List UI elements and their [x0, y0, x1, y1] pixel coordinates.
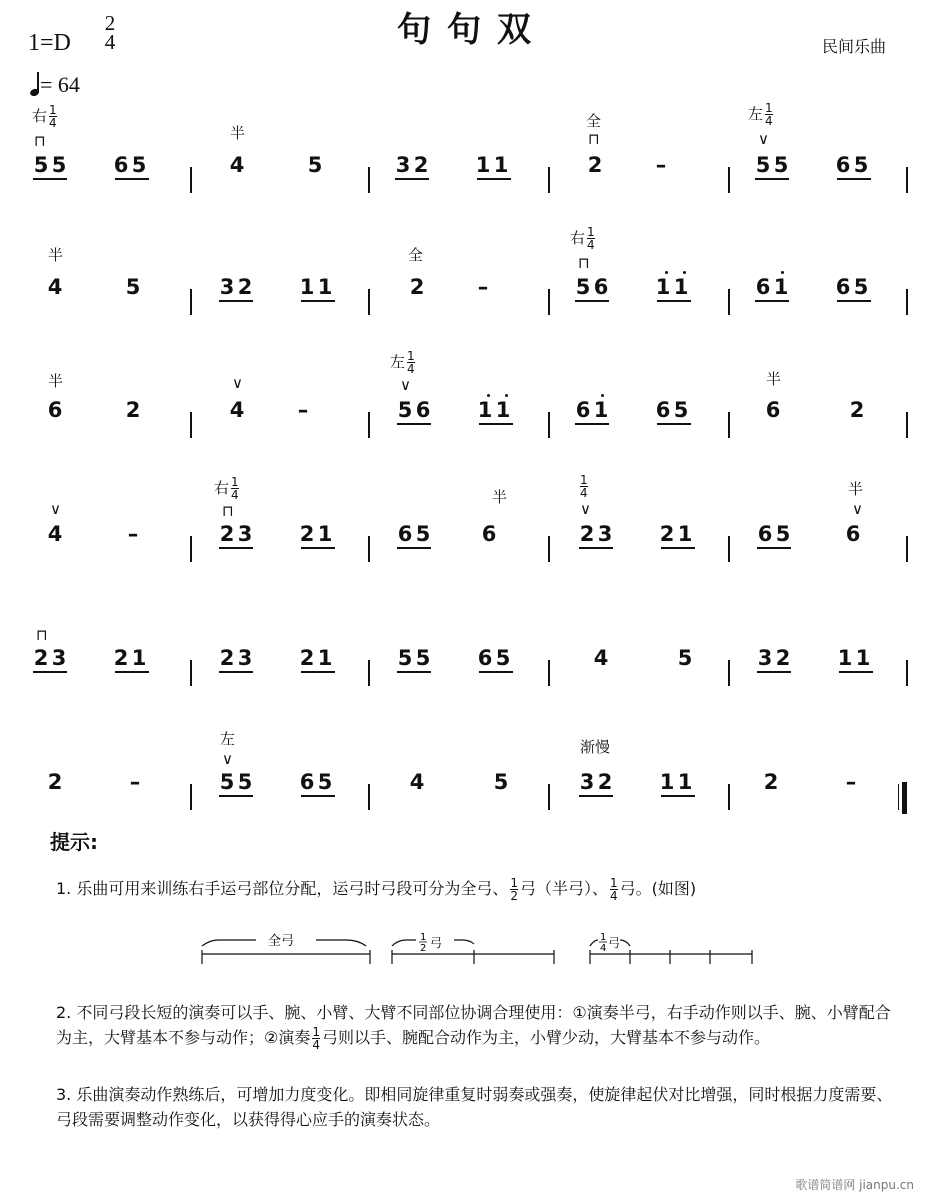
- barline: [368, 536, 370, 562]
- barline: [368, 660, 370, 686]
- note-group: 3 2 1 1: [579, 770, 693, 794]
- barline: [190, 167, 192, 193]
- bow-mark-right-quarter: [32, 104, 59, 129]
- half-bow-numerator: 1: [420, 932, 427, 943]
- up-bow-icon: ∨: [400, 376, 411, 394]
- measure: [212, 102, 372, 232]
- up-bow-icon: ∨: [852, 500, 863, 518]
- barline: [728, 660, 730, 686]
- half-bow-denominator: 2: [420, 943, 427, 954]
- high-octave-dot: [781, 271, 784, 274]
- full-bow-mark: 全: [586, 112, 602, 130]
- barline: [548, 167, 550, 193]
- underline: [755, 178, 789, 180]
- underline: [219, 795, 253, 797]
- fraction-numerator: 1: [610, 876, 618, 890]
- underline: [115, 178, 149, 180]
- fraction-denominator: 4: [49, 116, 57, 130]
- note-group: 2 3 2 1: [219, 646, 333, 670]
- quarter-bow-label: 弓: [608, 936, 621, 950]
- underline: [837, 178, 871, 180]
- measure: [764, 350, 904, 480]
- bow-mark-quarter: [578, 474, 590, 499]
- barline: [190, 536, 192, 562]
- fraction-denominator: 4: [587, 238, 595, 252]
- measure: [30, 598, 190, 728]
- quarter-fraction: [765, 102, 773, 127]
- hint-text: 1. 乐曲可用来训练右手运弓部位分配，运弓时弓段可分为全弓、: [56, 879, 509, 898]
- watermark: 歌谱简谱网 jianpu.cn: [795, 1178, 914, 1192]
- barline: [548, 660, 550, 686]
- time-signature-top: 2: [104, 11, 116, 35]
- measure: [44, 474, 194, 604]
- down-bow-icon: ⊓: [588, 130, 600, 148]
- hint-text: 2. 不同弓段长短的演奏可以手、腕、小臂、大臂不同部位协调合理使用：①演奏半弓，右手动作则以手、腕、小臂配合为主，大臂基本不参与动作；②演奏: [56, 1003, 891, 1047]
- barline: [548, 536, 550, 562]
- note-group: 3 2 1 1: [395, 153, 509, 177]
- fraction-numerator: 1: [765, 101, 773, 115]
- underline: [395, 178, 429, 180]
- fraction-denominator: 4: [407, 362, 415, 376]
- half-bow-diagram: [392, 940, 554, 964]
- hint-heading: 提示:: [50, 830, 98, 854]
- hint-text: 弓。(如图): [619, 879, 697, 898]
- time-signature-bottom: 4: [104, 30, 116, 54]
- barline: [906, 167, 908, 193]
- measure: [584, 102, 724, 232]
- fraction-numerator: 1: [510, 876, 518, 890]
- score-system-5: [0, 598, 944, 728]
- note-group: 6 5 6: [757, 522, 861, 546]
- high-octave-dot: [683, 271, 686, 274]
- note-group: 5 5 6 5: [219, 770, 333, 794]
- barline: [906, 660, 908, 686]
- measure: [408, 722, 548, 852]
- note-group: 5 6 1 1: [575, 275, 689, 299]
- full-bow-label: 全弓: [268, 934, 295, 949]
- note-group: 2 3 2 1: [33, 646, 147, 670]
- underline: [219, 300, 253, 302]
- page-title: 句句双: [397, 10, 547, 50]
- quarter-note-icon: [30, 72, 40, 96]
- note-group: 3 2 1 1: [757, 646, 871, 670]
- underline: [657, 300, 691, 302]
- underline: [301, 671, 335, 673]
- note-group: 2 3 2 1: [579, 522, 693, 546]
- down-bow-icon: ⊓: [222, 502, 234, 520]
- bow-position-label: 右: [570, 229, 586, 247]
- bow-position-label: 右: [214, 479, 230, 497]
- measure: [394, 474, 554, 604]
- barline: [728, 536, 730, 562]
- high-octave-dot: [665, 271, 668, 274]
- fraction-numerator: 1: [580, 473, 588, 487]
- bow-mark-right-quarter: [570, 226, 597, 251]
- underline: [397, 423, 431, 425]
- up-bow-icon: ∨: [50, 500, 61, 518]
- measure: [30, 350, 190, 480]
- half-bow-mark: 半: [492, 488, 508, 506]
- measure: [216, 226, 376, 356]
- underline: [33, 671, 67, 673]
- bow-position-label: 左: [390, 353, 406, 371]
- underline: [397, 547, 431, 549]
- note-group: 2 –: [409, 275, 489, 299]
- underline: [301, 795, 335, 797]
- note-group: 6 2: [765, 398, 865, 422]
- measure: [216, 722, 376, 852]
- note-group: 2 –: [763, 770, 857, 794]
- high-octave-dot: [487, 394, 490, 397]
- score-system-3: [0, 350, 944, 480]
- half-bow-label: 弓: [430, 936, 443, 950]
- underline: [479, 671, 513, 673]
- underline: [579, 547, 613, 549]
- barline: [190, 412, 192, 438]
- measure: [592, 598, 732, 728]
- note-group: 5 5 6 5: [397, 646, 511, 670]
- barline: [728, 412, 730, 438]
- fraction-denominator: 4: [312, 1038, 320, 1052]
- barline: [906, 289, 908, 315]
- barline: [906, 536, 908, 562]
- measure: [752, 226, 912, 356]
- barline: [368, 412, 370, 438]
- measure: [216, 474, 376, 604]
- score-system-1: [0, 102, 944, 232]
- fraction-numerator: 1: [407, 349, 415, 363]
- quarter-bow-denominator: 4: [600, 943, 607, 954]
- barline: [548, 289, 550, 315]
- high-octave-dot: [505, 394, 508, 397]
- underline: [657, 423, 691, 425]
- bow-segment-diagram: [196, 928, 766, 972]
- underline: [579, 795, 613, 797]
- measure: [390, 349, 554, 480]
- up-bow-icon: ∨: [232, 374, 243, 392]
- underline: [755, 300, 789, 302]
- tempo-change-mark: 渐慢: [580, 738, 611, 756]
- hint-text: 弓则以手、腕配合动作为主，小臂少动，大臂基本不参与动作。: [322, 1028, 771, 1047]
- bow-mark-left-quarter: [390, 350, 417, 375]
- barline: [368, 167, 370, 193]
- underline: [839, 671, 873, 673]
- quarter-fraction: [312, 1026, 320, 1051]
- quarter-fraction: [49, 104, 57, 129]
- down-bow-icon: ⊓: [34, 132, 46, 150]
- half-bow-mark: 半: [766, 370, 782, 388]
- note-group: 4 –: [47, 522, 139, 546]
- time-signature: [100, 11, 120, 54]
- note-group: 4 5: [229, 153, 323, 177]
- fraction-numerator: 1: [587, 225, 595, 239]
- up-bow-icon: ∨: [758, 130, 769, 148]
- note-group: 6 2: [47, 398, 141, 422]
- half-bow-mark: 半: [48, 372, 64, 390]
- underline: [479, 423, 513, 425]
- barline: [190, 660, 192, 686]
- key-signature: 1=D: [28, 30, 71, 56]
- barline: [368, 289, 370, 315]
- barline: [728, 289, 730, 315]
- underline: [757, 547, 791, 549]
- underline: [301, 547, 335, 549]
- barline: [728, 784, 730, 810]
- high-octave-dot: [601, 394, 604, 397]
- composer-label: 民间乐曲: [822, 37, 887, 56]
- underline: [301, 300, 335, 302]
- half-bow-mark: 半: [48, 246, 64, 264]
- fraction-denominator: 4: [580, 486, 588, 500]
- quarter-fraction: [231, 476, 239, 501]
- score-system-2: [0, 226, 944, 356]
- measure: [572, 350, 732, 480]
- bow-mark-right-quarter: [214, 476, 241, 501]
- fraction-denominator: 2: [510, 889, 518, 903]
- bow-position-label: 右: [32, 107, 48, 125]
- measure: [748, 101, 912, 232]
- underline: [397, 671, 431, 673]
- barline: [728, 167, 730, 193]
- bow-position-label: 左: [748, 105, 764, 123]
- note-group: 6 5 6: [397, 522, 497, 546]
- note-group: 5 5 6 5: [33, 153, 147, 177]
- score-system-4: [0, 474, 944, 604]
- fraction-denominator: 4: [765, 114, 773, 128]
- barline: [548, 412, 550, 438]
- note-group: 2 3 2 1: [219, 522, 333, 546]
- hint-paragraph-3: 3. 乐曲演奏动作熟练后，可增加力度变化。即相同旋律重复时弱奏或强奏，使旋律起伏对比增强，同时根据力度需要、弓段需要调整动作变化，以获得得心应手的演奏状态。: [56, 1085, 893, 1129]
- underline: [575, 423, 609, 425]
- up-bow-icon: ∨: [580, 500, 591, 518]
- down-bow-icon: ⊓: [578, 254, 590, 272]
- quarter-fraction: [587, 226, 595, 251]
- hint-paragraph-2: [56, 1000, 896, 1051]
- barline: [548, 784, 550, 810]
- underline: [661, 547, 695, 549]
- fraction-denominator: 4: [610, 889, 618, 903]
- measure: [576, 722, 736, 852]
- measure: [406, 226, 546, 356]
- measure: [572, 226, 732, 356]
- note-group: 4 5: [47, 275, 141, 299]
- bow-mark-left-quarter: [748, 102, 775, 127]
- note-group: 2 –: [587, 153, 667, 177]
- note-group: 3 2 1 1: [219, 275, 333, 299]
- score-system-6: [0, 722, 944, 852]
- underline: [837, 300, 871, 302]
- half-fraction: [510, 877, 518, 902]
- note-group: 2 –: [47, 770, 141, 794]
- underline: [33, 178, 67, 180]
- quarter-fraction: [407, 350, 415, 375]
- quarter-bow-numerator: 1: [600, 932, 607, 943]
- note-group: 4 5: [593, 646, 693, 670]
- measure: [392, 102, 552, 232]
- up-bow-icon: ∨: [222, 750, 233, 768]
- fraction-numerator: 1: [231, 475, 239, 489]
- underline: [661, 795, 695, 797]
- underline: [575, 300, 609, 302]
- note-group: 6 1 6 5: [755, 275, 869, 299]
- quarter-fraction: [610, 877, 618, 902]
- tempo-marking: [30, 72, 80, 98]
- final-barline-thick: [902, 782, 907, 814]
- note-group: 4 –: [229, 398, 309, 422]
- measure: [754, 474, 904, 604]
- barline: [190, 784, 192, 810]
- underline: [219, 547, 253, 549]
- measure: [216, 598, 376, 728]
- note-group: 5 5 6 5: [755, 153, 869, 177]
- hint-text: 弓（半弓）、: [520, 879, 609, 898]
- hint-paragraph-1: [56, 876, 896, 902]
- measure: [762, 722, 902, 852]
- barline: [906, 412, 908, 438]
- underline: [115, 671, 149, 673]
- underline: [219, 671, 253, 673]
- half-bow-mark: 半: [230, 124, 246, 142]
- measure: [30, 226, 190, 356]
- final-barline-thin: [898, 784, 899, 810]
- measure: [394, 598, 554, 728]
- note-group: 6 1 6 5: [575, 398, 689, 422]
- measure: [576, 474, 736, 604]
- underline: [757, 671, 791, 673]
- note-group: 4 5: [409, 770, 509, 794]
- fraction-denominator: 4: [231, 488, 239, 502]
- tempo-value: = 64: [40, 72, 80, 97]
- measure: [754, 598, 904, 728]
- left-bow-mark: 左: [220, 730, 236, 748]
- down-bow-icon: ⊓: [36, 626, 48, 644]
- barline: [368, 784, 370, 810]
- fraction-numerator: 1: [312, 1025, 320, 1039]
- half-bow-mark: 半: [848, 480, 864, 498]
- note-group: 5 6 1 1: [397, 398, 511, 422]
- barline: [190, 289, 192, 315]
- measure: [30, 102, 190, 232]
- underline: [477, 178, 511, 180]
- fraction-numerator: 1: [49, 103, 57, 117]
- quarter-fraction: [580, 474, 588, 499]
- full-bow-mark: 全: [408, 246, 424, 264]
- measure: [228, 350, 368, 480]
